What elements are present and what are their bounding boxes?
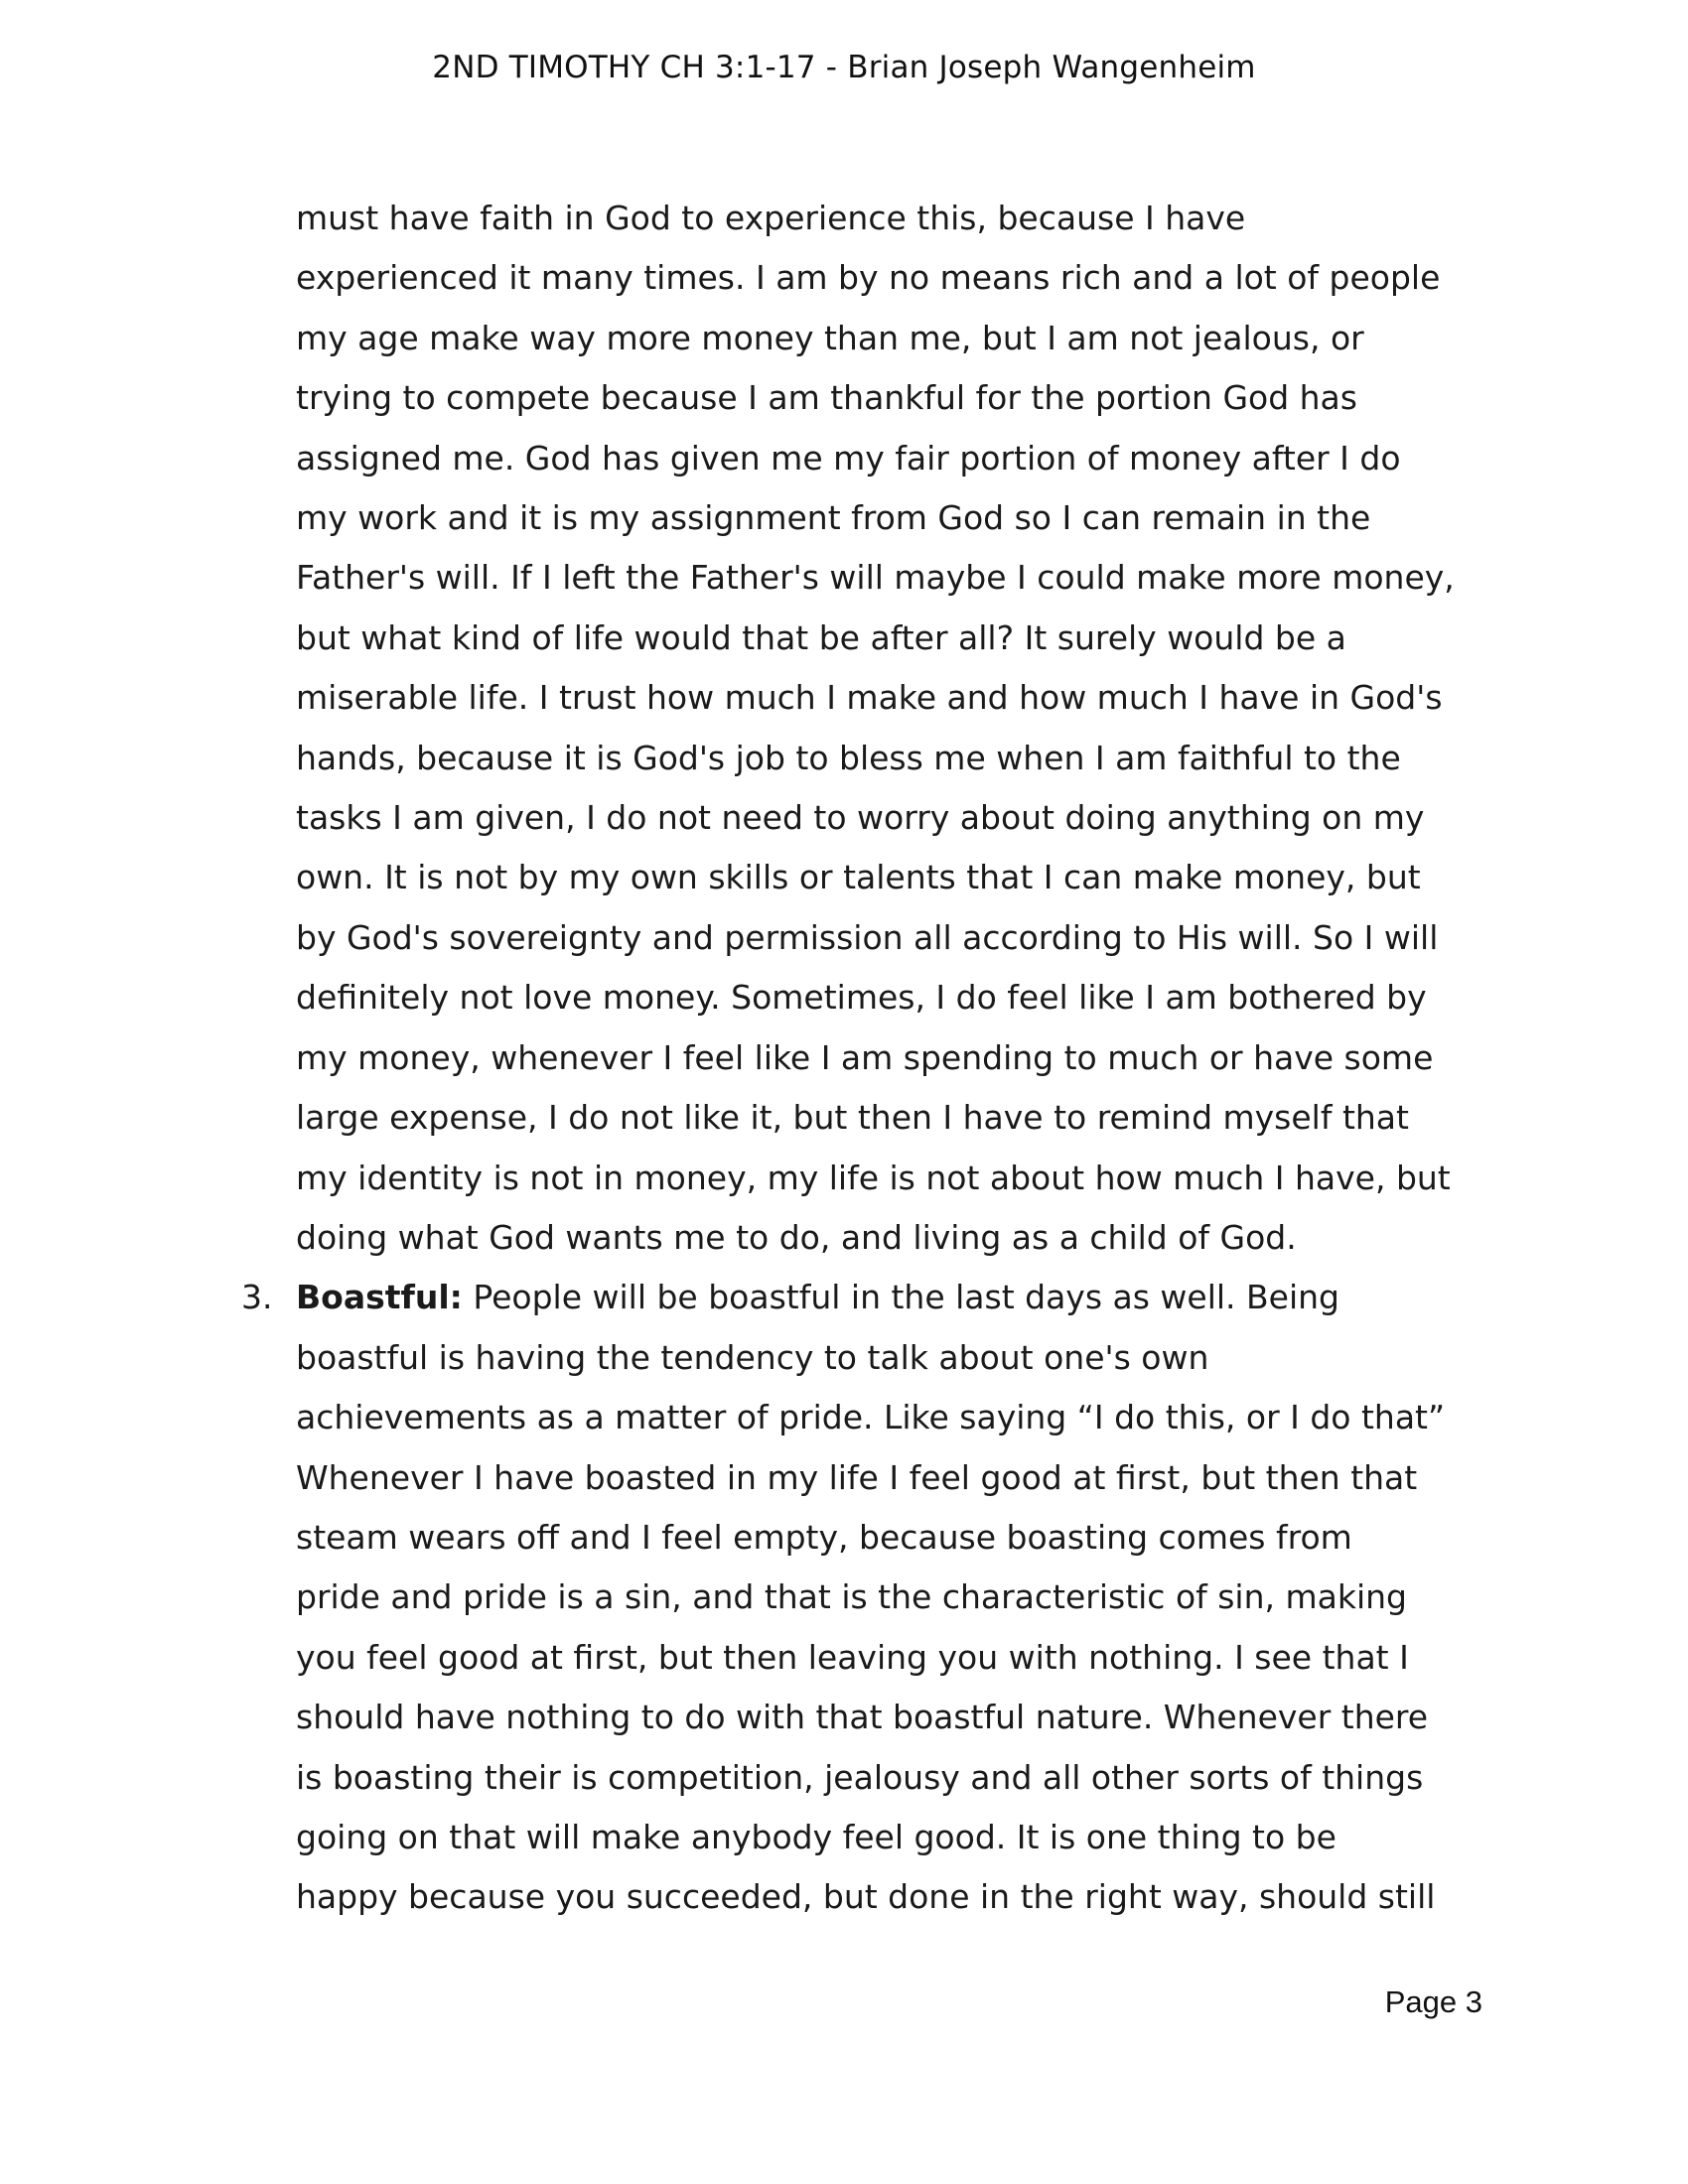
body-line: Whenever I have boasted in my life I feel good at first, but then that [296, 1457, 1418, 1497]
body-line: boastful is having the tendency to talk about one's own [296, 1337, 1209, 1377]
body-line: experienced it many times. I am by no means rich and a lot of people [296, 258, 1441, 298]
body-line: achievements as a matter of pride. Like saying “I do this, or I do that” [296, 1398, 1446, 1437]
body-line: Father's will. If I left the Father's will maybe I could make more money, [296, 558, 1455, 598]
list-item-first-line-text: People will be boastful in the last days as well. Being [462, 1278, 1339, 1317]
body-line: going on that will make anybody feel good. It is one thing to be [296, 1817, 1336, 1856]
body-line: my money, whenever I feel like I am spending to much or have some [296, 1037, 1434, 1077]
document-body [241, 189, 1497, 1928]
body-line: trying to compete because I am thankful for the portion God has [296, 378, 1357, 418]
body-line: tasks I am given, I do not need to worry about doing anything on my [296, 798, 1425, 838]
body-line: definitely not love money. Sometimes, I do feel like I am bothered by [296, 978, 1427, 1018]
list-item-first-line [296, 1268, 1497, 1327]
body-line: assigned me. God has given me my fair portion of money after I do [296, 438, 1401, 478]
body-line: own. It is not by my own skills or talents that I can make money, but [296, 858, 1421, 897]
body-line: happy because you succeeded, but done in the right way, should still [296, 1877, 1436, 1917]
body-line: steam wears off and I feel empty, because boasting comes from [296, 1517, 1352, 1557]
body-line: my age make way more money than me, but I am not jealous, or [296, 318, 1364, 357]
body-line: you feel good at first, but then leaving you with nothing. I see that I [296, 1637, 1409, 1677]
list-item-term: Boastful: [296, 1278, 463, 1317]
body-line: is boasting their is competition, jealousy and all other sorts of things [296, 1757, 1424, 1797]
list-item-number: 3. [241, 1278, 273, 1317]
body-line: doing what God wants me to do, and living as a child of God. [296, 1217, 1297, 1257]
body-line: should have nothing to do with that boastful nature. Whenever there [296, 1698, 1429, 1737]
body-line: my work and it is my assignment from God so I can remain in the [296, 498, 1371, 538]
body-line: must have faith in God to experience this, because I have [296, 199, 1246, 237]
body-line: my identity is not in money, my life is not about how much I have, but [296, 1158, 1451, 1197]
body-line: by God's sovereignty and permission all according to His will. So I will [296, 917, 1439, 957]
body-line: large expense, I do not like it, but then I have to remind myself that [296, 1098, 1409, 1138]
page-header: 2ND TIMOTHY CH 3:1-17 - Brian Joseph Wangenheim [432, 50, 1256, 85]
body-line: pride and pride is a sin, and that is the characteristic of sin, making [296, 1577, 1408, 1617]
body-line: miserable life. I trust how much I make and how much I have in God's [296, 678, 1443, 718]
list-item-boastful [241, 1268, 1497, 1927]
body-line: hands, because it is God's job to bless me when I am faithful to the [296, 738, 1401, 777]
body-line: but what kind of life would that be after all? It surely would be a [296, 617, 1346, 657]
page-number: Page 3 [1384, 1984, 1482, 2019]
